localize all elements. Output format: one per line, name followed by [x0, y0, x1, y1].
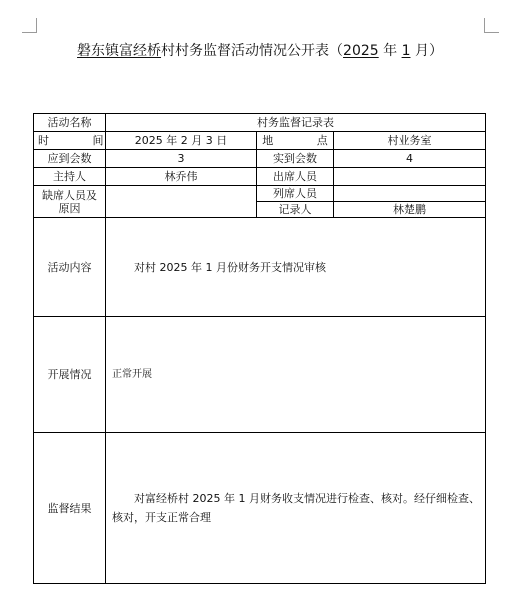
title-town: 磐东镇: [77, 43, 120, 59]
title-year-unit: 年: [383, 43, 398, 59]
host-value: 林乔伟: [106, 168, 257, 186]
activity-name-value: 村务监督记录表: [106, 114, 486, 132]
page-corner-mark-right: [484, 18, 499, 33]
table-row-time-place: [34, 132, 486, 150]
result-value: 对富经桥村 2025 年 1 月财务收支情况进行检查、核对。经仔细检查、核对，开支正常合理: [106, 433, 486, 584]
place-value: 村业务室: [334, 132, 486, 150]
activity-name-label: 活动名称: [34, 114, 106, 132]
actual-value: 4: [334, 150, 486, 168]
observers-label: 列席人员: [257, 186, 334, 202]
expected-value: 3: [106, 150, 257, 168]
absent-label: 缺席人员及原因: [34, 186, 106, 218]
time-label-cell: [34, 132, 124, 150]
absent-value: [106, 186, 257, 218]
table-row-absent-observers: [34, 186, 486, 202]
table-row-attendance-count: [34, 150, 486, 168]
progress-label: 开展情况: [34, 317, 106, 433]
result-label: 监督结果: [34, 433, 106, 584]
table-row-activity-name: [34, 114, 486, 132]
title-month: 1: [401, 43, 411, 59]
place-label: 地 点: [262, 134, 348, 147]
time-label: 时 间: [38, 134, 124, 147]
page-corner-mark-left: [22, 18, 37, 33]
attendees-value: [334, 168, 486, 186]
attendees-label: 出席人员: [257, 168, 334, 186]
supervision-record-table: [33, 113, 486, 584]
title-month-unit: 月）: [414, 43, 443, 59]
table-row-progress: [34, 317, 486, 433]
table-row-content: [34, 218, 486, 317]
actual-label: 实到会数: [257, 150, 334, 168]
table-row-result: [34, 433, 486, 584]
place-label-cell: [257, 132, 348, 150]
table-row-host: [34, 168, 486, 186]
content-label: 活动内容: [34, 218, 106, 317]
document-title: [0, 40, 520, 60]
recorder-label: 记录人: [257, 202, 334, 218]
expected-label: 应到会数: [34, 150, 106, 168]
progress-value: 正常开展: [106, 317, 486, 433]
recorder-value: 林楚鹏: [334, 202, 486, 218]
title-main: 村村务监督活动情况公开表（: [161, 43, 344, 59]
host-label: 主持人: [34, 168, 106, 186]
time-value: 2025 年 2 月 3 日: [106, 132, 257, 150]
title-year: 2025: [343, 43, 379, 59]
content-value: 对村 2025 年 1 月份财务开支情况审核: [106, 218, 486, 317]
observers-value: [334, 186, 486, 202]
title-village: 富经桥: [119, 43, 162, 59]
